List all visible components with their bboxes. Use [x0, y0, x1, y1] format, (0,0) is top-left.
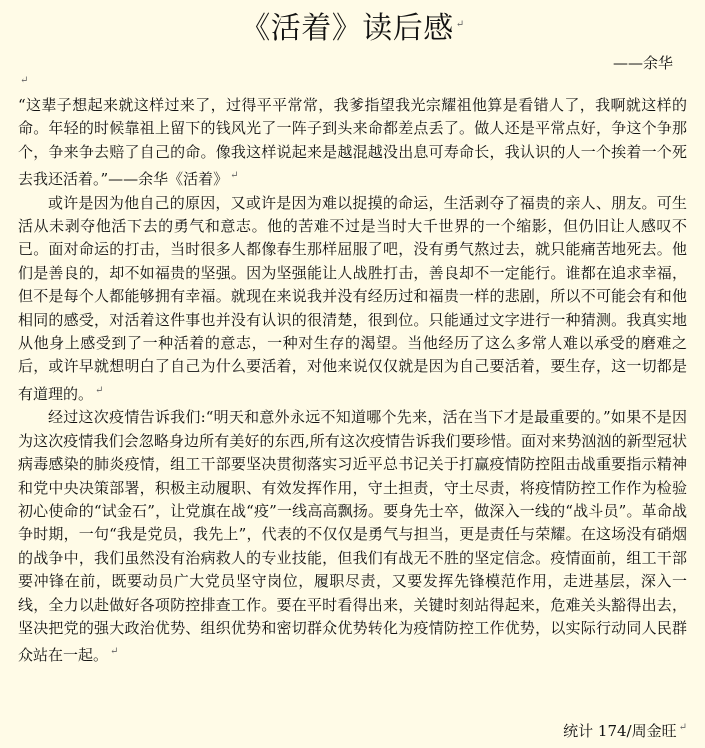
paragraph-mark: ↵ — [95, 384, 104, 396]
blank-line — [18, 74, 687, 94]
title-text: 《活着》读后感 — [240, 11, 454, 46]
paragraph-mark: ↵ — [678, 722, 687, 733]
document-title — [18, 8, 687, 46]
paragraph-text: “这辈子想起来就这样过来了，过得平平常常，我爹指望我光宗耀祖他算是看错人了，我啊就这样的命。年轻的时候靠祖上留下的钱风光了一阵子到头来命都差点丢了。做人还是平常点好，争这个争那个，争来争去赔了自己的命。像我这样说起来是越混越没出息可寿命长，我认识的人一个挨着一个死去我还活着。”——余华《活着》 — [18, 96, 687, 189]
body-paragraph — [18, 406, 687, 667]
signature-text: 统计 174/周金旺 — [563, 722, 677, 740]
paragraph-mark: ↵ — [230, 170, 239, 182]
paragraph-mark: ↵ — [20, 74, 29, 86]
paragraph-text: 或许是因为他自己的原因，又或许是因为难以捉摸的命运，生活剥夺了福贵的亲人、朋友。可生活从未剥夺他活下去的勇气和意志。他的苦难不过是当时大千世界的一个缩影，但仍旧让人感叹不已。面对命运的打击，当时很多人都像春生那样屈服了吧，没有勇气熬过去，就只能痛苦地死去。他们是善良的，却不如福贵的坚强。因为坚强能让人战胜打击，善良却不一定能行。谁都在追求幸福，但不是每个人都能够拥有幸福。就现在来说我并没有经历过和福贵一样的悲剧，所以不可能会有和他相同的感受，对活着这件事也并没有认识的很清楚，很到位。只能通过文字进行一种猜测。我真实地从他身上感受到了一种活着的意志，一种对生存的渴望。当他经历了这么多常人难以承受的磨难之后，或许早就想明白了自己为什么要活着，对他来说仅仅就是因为自己要活着，要生存，这一切都是有道理的。 — [18, 193, 687, 403]
paragraph-mark: ↵ — [110, 646, 119, 658]
paragraph-mark: ↵ — [455, 19, 465, 30]
paragraph-text: 经过这次疫情告诉我们:“明天和意外永远不知道哪个先来，活在当下才是最重要的。”如果不是因为这次疫情我们会忽略身边所有美好的东西,所有这次疫情告诉我们要珍惜。面对来势汹汹的新型冠状病毒感染的肺炎疫情，组工干部要坚决贯彻落实习近平总书记关于打赢疫情防控阻击战重要指示精神和党中央决策部署，积极主动履职、有效发挥作用，守土担责，守土尽责，将疫情防控工作作为检验初心使命的“试金石”，让党旗在战“疫”一线高高飘扬。要身先士卒，做深入一线的“战斗员”。革命战争时期，一句“我是党员，我先上”，代表的不仅仅是勇气与担当，更是责任与荣耀。在这场没有硝烟的战争中，我们虽然没有治病救人的专业技能，但我们有战无不胜的坚定信念。疫情面前，组工干部要冲锋在前，既要动员广大党员坚守岗位，履职尽责，又要发挥先锋模范作用，走进基层，深入一线，全力以赴做好各项防控排查工作。要在平时看得出来，关键时刻站得起来，危难关头豁得出去，坚决把党的强大政治优势、组织优势和密切群众优势转化为疫情防控工作优势，以实际行动同人民群众站在一起。 — [18, 408, 687, 665]
signature — [563, 717, 687, 742]
body-paragraph — [18, 192, 687, 407]
quote-paragraph — [18, 94, 687, 192]
author-line — [18, 52, 687, 74]
author-name: ——余华 — [612, 54, 673, 72]
